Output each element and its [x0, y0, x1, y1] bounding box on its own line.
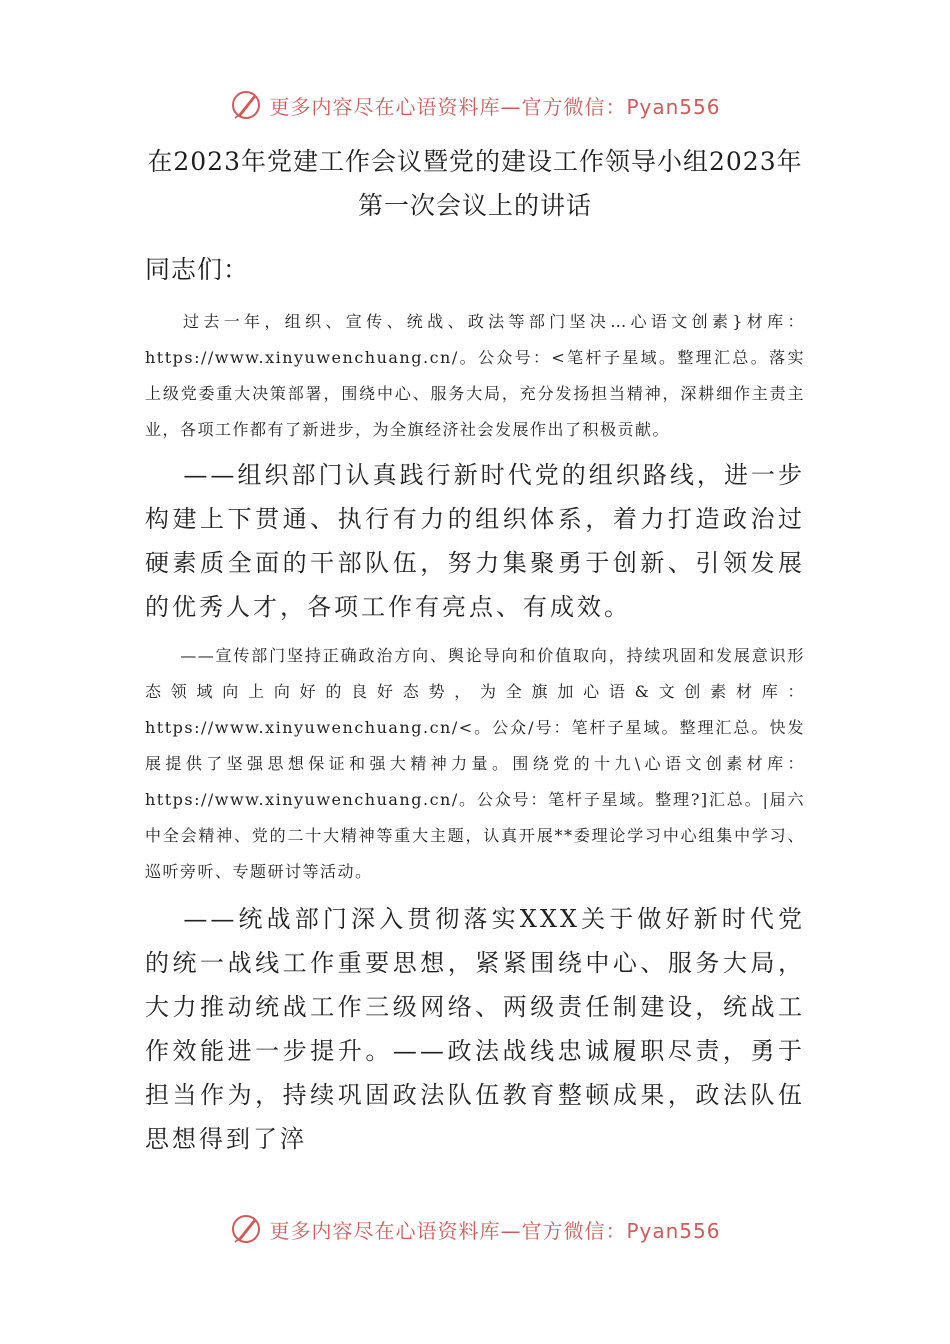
footer-watermark-text: 更多内容尽在心语资料库—官方微信：Pyan556: [269, 1218, 721, 1243]
united-front-paragraph: [145, 897, 805, 1161]
paragraph-text: ——统战部门深入贯彻落实XXX关于做好新时代党的统一战线工作重要思想，紧紧围绕中心、服务大局，大力推动统战工作三级网络、两级责任制建设，统战工作效能进一步提升。——政法战线忠诚履职尽责，勇于担当作为，持续巩固政法队伍教育整顿成果，政法队伍思想得到了淬: [145, 905, 805, 1153]
paragraph-text: ——宣传部门坚持正确政治方向、舆论导向和价值取向，持续巩固和发展意识形态领域向上向好的良好态势，为全旗加心语&文创素材库：https://www.xinyuwenchuang.cn/<。公众/号：笔杆子星域。整理汇总。快发展提供了坚强思想保证和强大精神力量。围绕党的十九\心语文创素材库：https://www.xinyuwenchuang.cn/。公众号：笔杆子星域。整理?]汇总。|届六中全会精神、党的二十大精神等重大主题，认真开展**委理论学习中心组集中学习、巡听旁听、专题研讨等活动。: [145, 646, 805, 881]
footer-watermark-banner: [0, 1204, 950, 1254]
header-watermark-banner: [0, 80, 950, 130]
paragraph-text: ——组织部门认真践行新时代党的组织路线，进一步构建上下贯通、执行有力的组织体系，着力打造政治过硬素质全面的干部队伍，努力集聚勇于创新、引领发展的优秀人才，各项工作有亮点、有成效。: [145, 461, 805, 621]
salutation: 同志们：: [145, 255, 250, 284]
header-watermark-text: 更多内容尽在心语资料库—官方微信：Pyan556: [269, 94, 721, 119]
intro-paragraph: [145, 304, 805, 448]
organization-dept-paragraph: [145, 453, 805, 629]
document-title: 在2023年党建工作会议暨党的建设工作领导小组2023年第一次会议上的讲话: [147, 147, 803, 220]
quill-pen-circle-icon: [229, 88, 263, 122]
publicity-dept-paragraph: [145, 638, 805, 890]
quill-pen-circle-icon: [229, 1212, 263, 1246]
paragraph-text: 过去一年，组织、宣传、统战、政法等部门坚决…心语文创素}材库：https://www.xinyuwenchuang.cn/。公众号：<笔杆子星域。整理汇总。落实上级党委重大决策部署，围绕中心、服务大局，充分发扬担当精神，深耕细作主责主业，各项工作都有了新进步，为全旗经济社会发展作出了积极贡献。: [145, 312, 805, 439]
